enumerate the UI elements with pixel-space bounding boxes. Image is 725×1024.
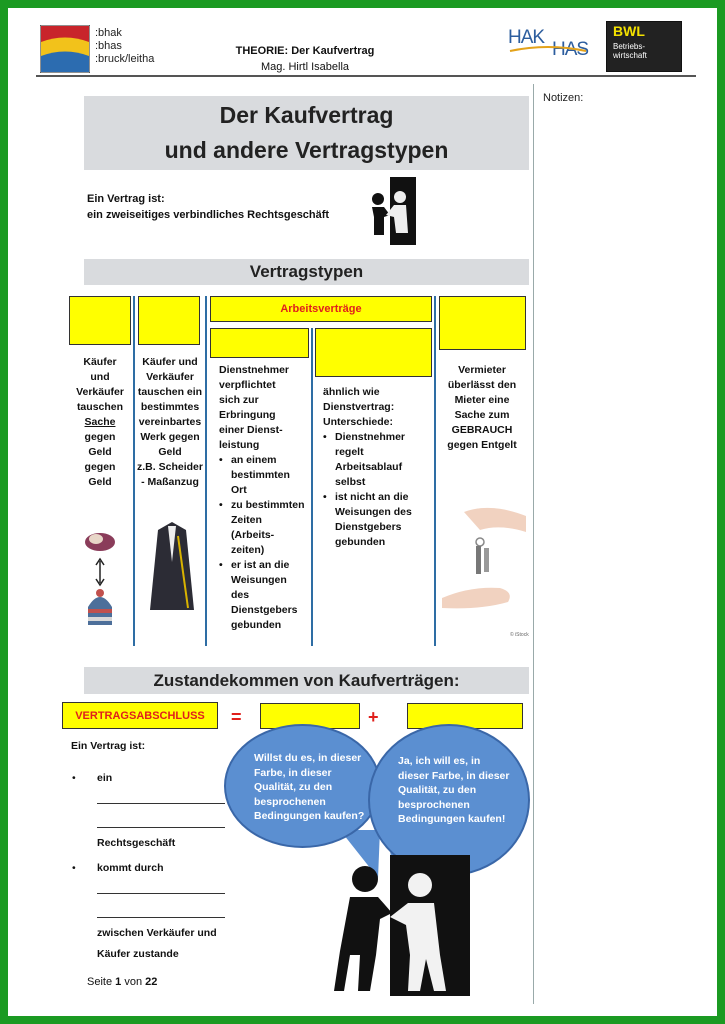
formation-between: zwischen Verkäufer und — [97, 927, 217, 939]
answer-lines-1[interactable] — [72, 790, 232, 828]
formation-item — [72, 772, 232, 849]
col3-bullet: • zu bestimmten Zeiten (Arbeits-zeiten) — [219, 498, 307, 558]
col3-line: leistung — [219, 439, 260, 451]
school-line: :bhak — [95, 27, 122, 39]
type-box-4[interactable] — [315, 328, 432, 377]
col1-line: Verkäufer — [76, 386, 124, 398]
speech-bubble-seller — [368, 724, 530, 876]
school-line: :bhas — [95, 40, 122, 52]
col1-line: und — [90, 371, 110, 383]
school-line: :bruck/leitha — [95, 53, 155, 65]
main-title-line2: und andere Vertragstypen — [164, 137, 449, 163]
section-formation: Zustandekommen von Kaufverträgen: — [84, 667, 529, 694]
col1-line: Käufer — [83, 356, 117, 368]
keys-image — [440, 502, 528, 612]
col4-bullet: • Dienstnehmer regelt Arbeitsablauf selbst — [323, 430, 429, 490]
bullet-dot: • — [72, 862, 76, 874]
col3-line: sich zur — [219, 394, 259, 406]
col5-line: Mieter eine — [454, 394, 510, 406]
type-box-3[interactable] — [210, 328, 309, 358]
suit-image — [148, 522, 196, 614]
col1-line: tauschen — [76, 401, 124, 413]
col2-line: Käufer und — [142, 356, 198, 368]
col3-line: Erbringung — [219, 409, 276, 421]
school-name — [95, 27, 154, 66]
answer-line[interactable] — [97, 880, 225, 894]
col4-bullets — [323, 430, 429, 550]
page-of: von — [124, 976, 143, 988]
photo-credit: © iStock — [510, 632, 529, 638]
speech-bubble-buyer — [224, 724, 381, 848]
formation-end: Käufer zustande — [97, 948, 179, 960]
goods-exchange-icon — [80, 525, 120, 630]
col4-line: ähnlich wie — [323, 386, 380, 398]
col4-bullet: • ist nicht an die Weisungen des Dienstgebers gebunden — [323, 490, 429, 550]
header-rule — [36, 75, 696, 77]
doc-title: THEORIE: Der Kaufvertrag — [235, 45, 375, 57]
col5-line: Vermieter — [458, 364, 506, 376]
has-text: HAS — [552, 39, 589, 60]
contract-def-line: ein zweiseitiges verbindliches Rechtsgeschäft — [87, 209, 330, 221]
type-box-1[interactable] — [69, 296, 131, 345]
col3-bullet: • er ist an die Weisungen des Dienstgebers gebunden — [219, 558, 307, 633]
page-current: 1 — [115, 976, 122, 988]
col5-line: GEBRAUCH — [451, 424, 513, 436]
contract-definition — [87, 191, 329, 223]
col5-line: gegen Entgelt — [447, 439, 517, 451]
handshake-figures-icon — [330, 855, 470, 996]
school-logo — [40, 25, 90, 73]
notes-divider — [533, 84, 534, 1004]
column-divider — [311, 328, 313, 646]
column-divider — [434, 296, 436, 646]
formation-def-label: Ein Vertrag ist: — [71, 740, 146, 752]
type-col5-text — [438, 363, 526, 453]
main-title — [84, 96, 529, 170]
col5-line: Sache zum — [454, 409, 510, 421]
handshake-figures-image — [330, 855, 470, 996]
col3-line: verpflichtet — [219, 379, 276, 391]
col3-line: einer Dienst- — [219, 424, 283, 436]
bwl-sub: Betriebs- wirtschaft — [613, 42, 647, 60]
suit-icon — [148, 522, 196, 614]
col2-line: Geld — [158, 446, 182, 458]
col2-line: vereinbartes — [138, 416, 202, 428]
answer-lines-2[interactable] — [72, 880, 232, 918]
col1-line: Geld — [88, 476, 112, 488]
col2-line: - Maßanzug — [141, 476, 199, 488]
answer-line[interactable] — [97, 814, 225, 828]
page-number — [87, 976, 157, 988]
type-arbeitsvertraege: Arbeitsverträge — [210, 296, 432, 322]
type-col3-text — [219, 363, 307, 633]
col4-line: Dienstvertrag: — [323, 401, 395, 413]
goods-image — [80, 525, 120, 630]
handshake-image — [370, 177, 418, 245]
swoosh-icon — [508, 45, 588, 55]
formation-item — [72, 862, 232, 960]
type-col4-text — [323, 385, 429, 550]
handshake-icon — [370, 177, 418, 245]
col1-line: gegen — [84, 431, 116, 443]
notes-label: Notizen: — [543, 92, 584, 104]
school-logo-icon — [40, 25, 90, 73]
col4-line: Unterschiede: — [323, 416, 394, 428]
col3-bullets — [219, 453, 307, 633]
formation-bullet-text: ein — [97, 772, 113, 784]
hak-text: HAK — [508, 27, 545, 48]
bwl-title: BWL — [613, 23, 645, 39]
main-title-line1: Der Kaufvertrag — [219, 102, 394, 128]
col1-line: gegen — [84, 461, 116, 473]
bullet-dot: • — [72, 772, 76, 784]
hak-has-logo — [508, 27, 588, 67]
col3-bullet: • an einem bestimmten Ort — [219, 453, 307, 498]
page-prefix: Seite — [87, 976, 113, 988]
col1-line: Sache — [84, 416, 116, 428]
column-divider — [205, 296, 207, 646]
answer-line[interactable] — [97, 790, 225, 804]
doc-author: Mag. Hirtl Isabella — [260, 61, 350, 73]
col1-line: Geld — [88, 446, 112, 458]
col5-line: überlässt den — [447, 379, 517, 391]
type-col2-text — [135, 355, 205, 490]
keys-handover-icon — [440, 502, 528, 612]
page-total: 22 — [145, 976, 158, 988]
col3-line: Dienstnehmer — [219, 364, 290, 376]
type-col1-text — [68, 355, 132, 490]
equals-sign: = — [231, 707, 242, 727]
vertragsabschluss-box: VERTRAGSABSCHLUSS — [62, 702, 218, 729]
col2-line: Verkäufer — [146, 371, 194, 383]
contract-def-line: Ein Vertrag ist: — [87, 193, 165, 205]
answer-line[interactable] — [97, 904, 225, 918]
type-box-2[interactable] — [138, 296, 200, 345]
formation-rechtsgeschaeft: Rechtsgeschäft — [97, 837, 176, 849]
col2-line: tauschen ein — [137, 386, 203, 398]
bwl-logo — [606, 21, 682, 72]
type-box-5[interactable] — [439, 296, 526, 350]
bubble-left-text: Willst du es, in dieser Farbe, in dieser Qualität, zu den besprochenen Bedingungen kaufen? — [254, 752, 365, 822]
formation-list — [72, 772, 232, 960]
section-vertragstypen: Vertragstypen — [84, 259, 529, 285]
col2-line: bestimmtes — [140, 401, 200, 413]
col2-line: Werk gegen — [140, 431, 200, 443]
plus-sign: + — [368, 707, 379, 727]
col2-line: z.B. Scheider — [137, 461, 203, 473]
bubble-right-text: Ja, ich will es, in dieser Farbe, in dieser Qualität, zu den besprochenen Bedingungen kaufen! — [398, 755, 510, 825]
formation-bullet-text: kommt durch — [97, 862, 164, 874]
